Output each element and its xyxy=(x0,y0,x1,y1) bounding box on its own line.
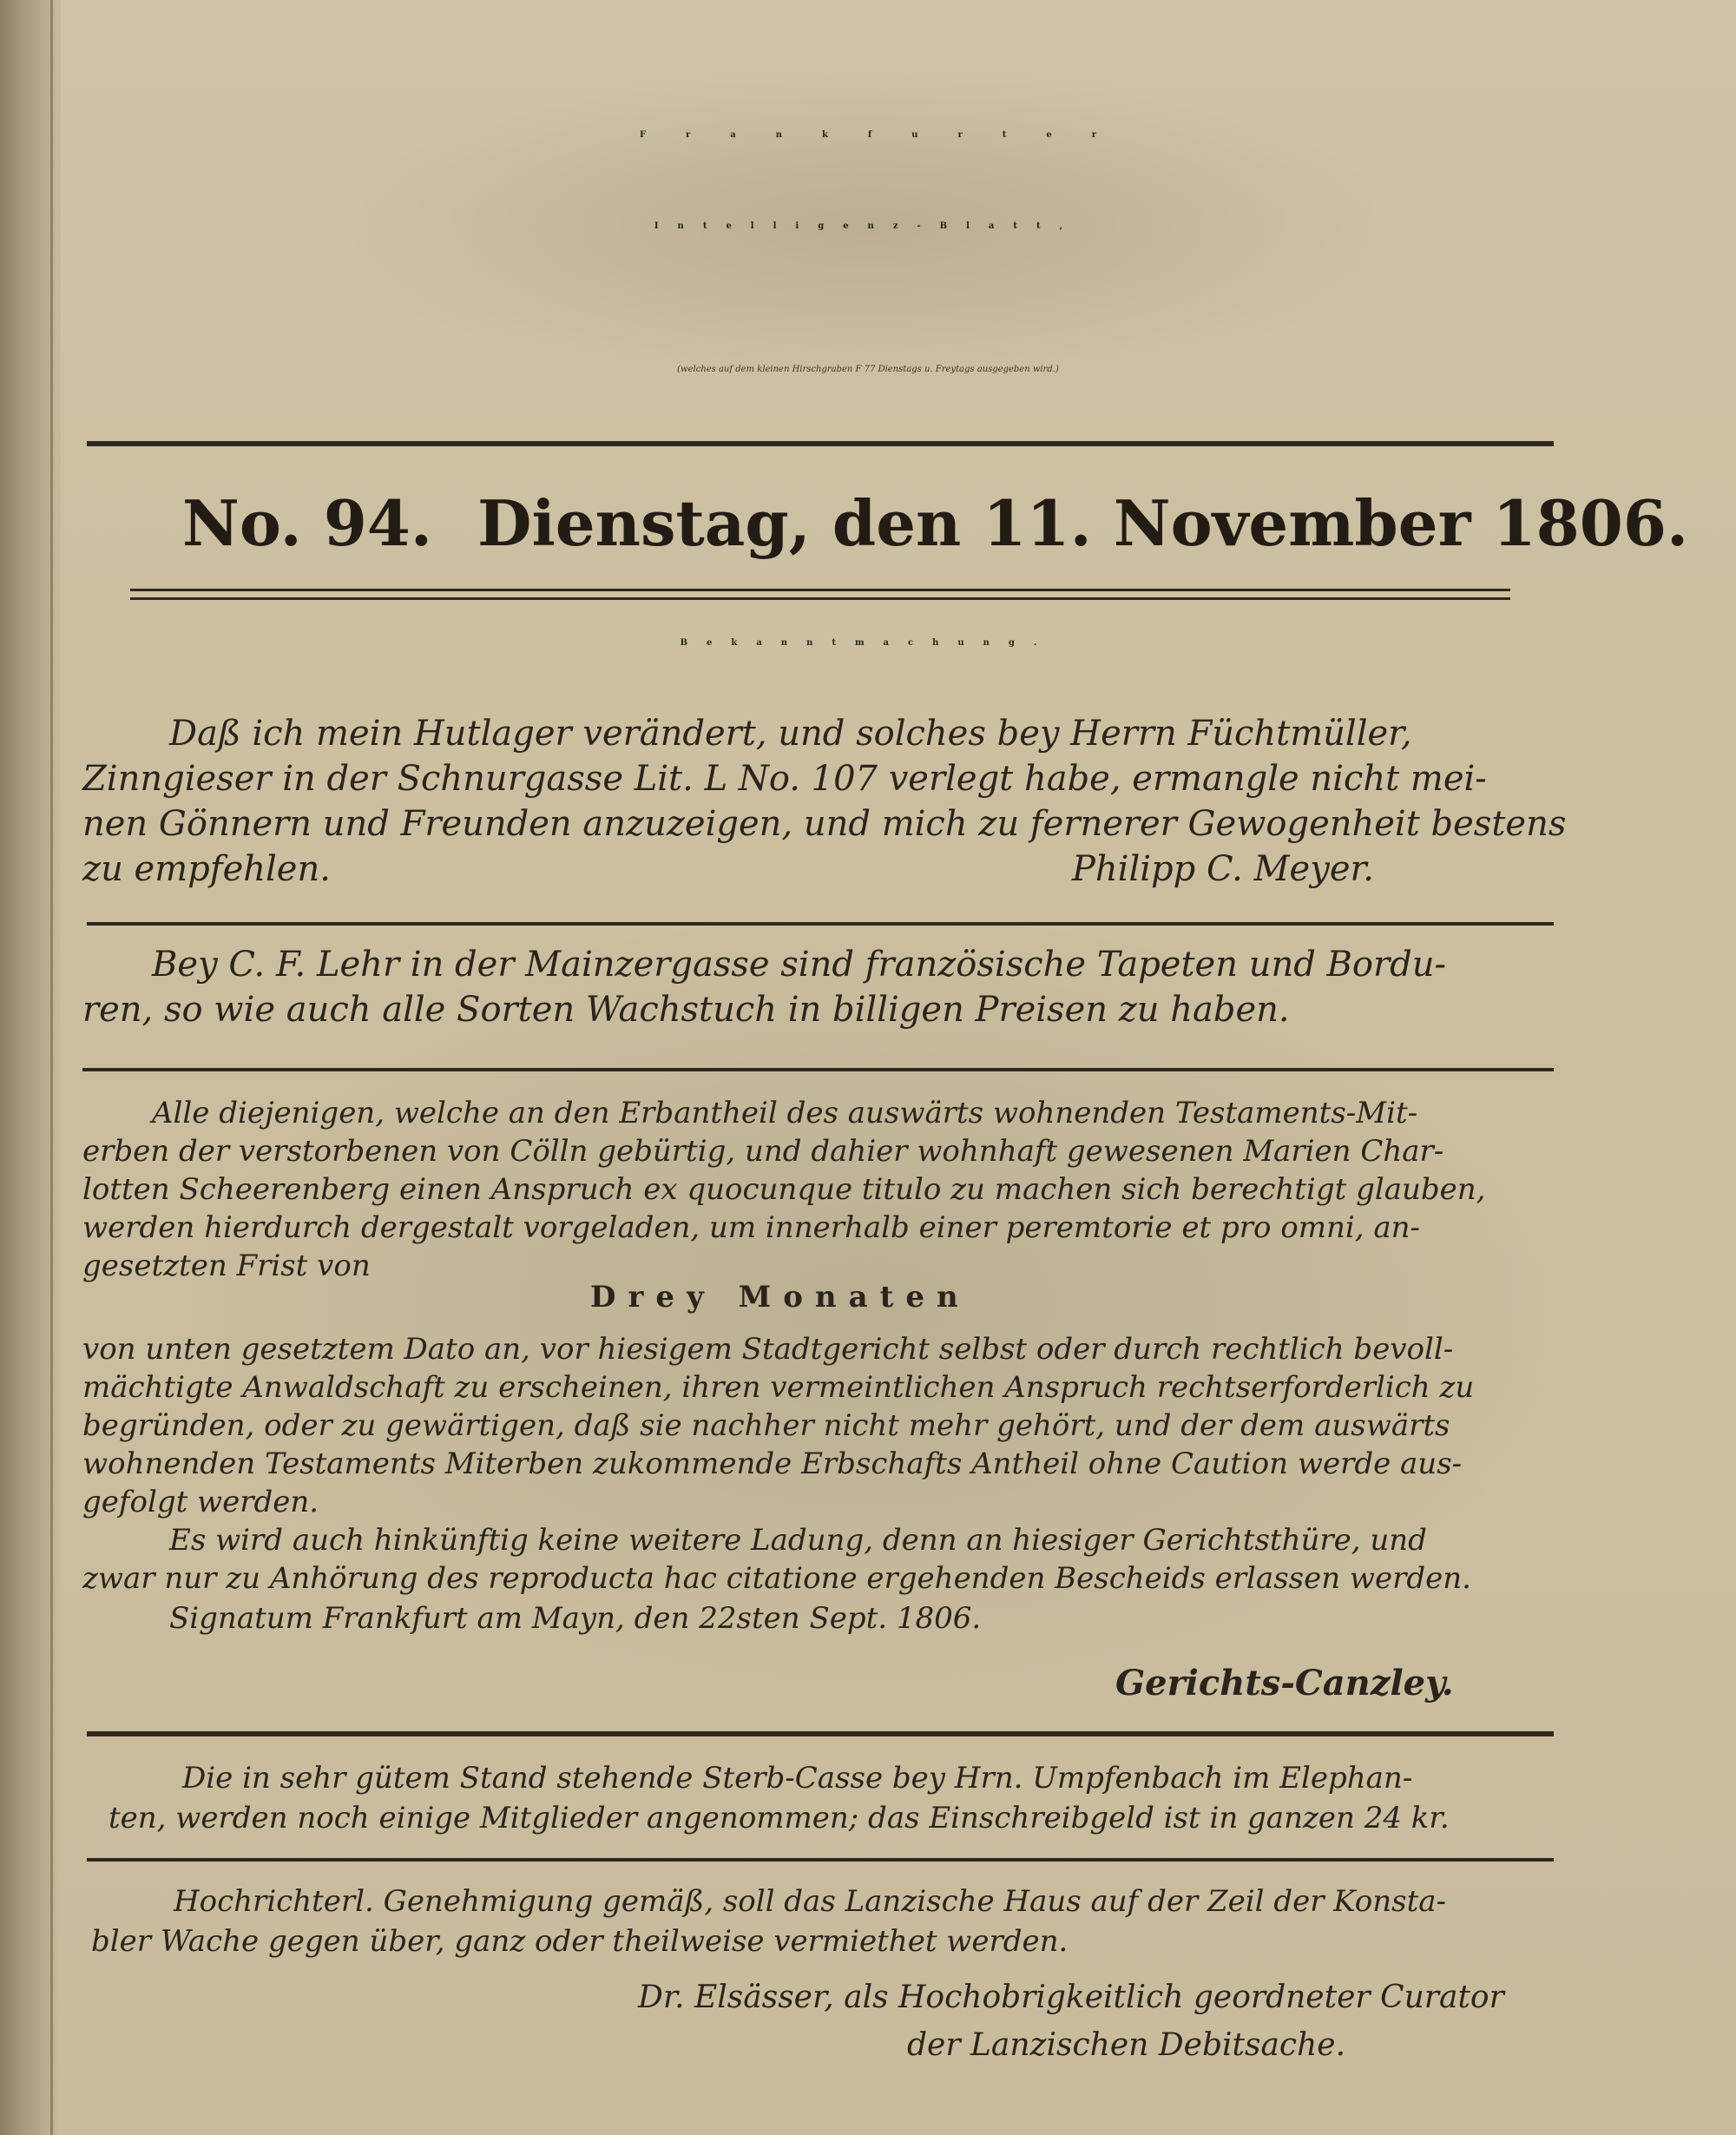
notice-line: gesetzten Frist von xyxy=(82,1249,371,1283)
notice-vorladung xyxy=(82,1096,1567,1643)
notice-line: Alle diejenigen, welche an den Erbantheil des auswärts wohnenden Testaments-Mit- xyxy=(152,1096,1418,1130)
notice-signature: Dr. Elsässer, als Hochobrigkeitlich geordneter Curator xyxy=(638,1980,1504,2015)
notice-line: Bey C. F. Lehr in der Mainzergasse sind französische Tapeten und Bordu- xyxy=(152,945,1447,985)
section-rule xyxy=(87,1858,1554,1862)
masthead-subtitle: (welches auf dem kleinen Hirschgraben F 77 Dienstags u. Freytags ausgegeben wird.) xyxy=(677,365,1059,374)
notice-heading: Bekanntmachung. xyxy=(680,638,1056,648)
notice-line: von unten gesetztem Dato an, vor hiesigem Stadtgericht selbst oder durch rechtlich bevoll- xyxy=(82,1332,1454,1367)
notice-line: mächtigte Anwaldschaft zu erscheinen, ihren vermeintlichen Anspruch rechtserforderlich zu xyxy=(82,1370,1475,1405)
notice-signature: der Lanzischen Debitsache. xyxy=(907,2027,1346,2063)
section-rule xyxy=(87,922,1554,926)
notice-line: nen Gönnern und Freunden anzuzeigen, und mich zu fernerer Gewogenheit bestens xyxy=(82,804,1567,844)
notice-line: zu empfehlen. xyxy=(82,849,331,889)
section-rule xyxy=(82,1068,1554,1071)
notice-line: zwar nur zu Anhörung des reproducta hac citatione ergehenden Bescheids erlassen werden. xyxy=(82,1561,1471,1596)
masthead-rule xyxy=(87,441,1554,446)
issue-date: Dienstag, den 11. November 1806. xyxy=(477,486,1689,560)
notice-line: lotten Scheerenberg einen Anspruch ex quocunque titulo zu machen sich berechtigt glauben, xyxy=(82,1172,1486,1207)
notice-tapeten xyxy=(82,945,1567,1040)
notice-line: Die in sehr gütem Stand stehende Sterb-Casse bey Hrn. Umpfenbach im Elephan- xyxy=(182,1761,1413,1796)
notice-line: begründen, oder zu gewärtigen, daß sie nachher nicht mehr gehört, und der dem auswärts xyxy=(82,1408,1450,1443)
issue-rule xyxy=(130,589,1510,591)
notice-sterbcasse xyxy=(82,1761,1567,1848)
notice-line: Es wird auch hinkünftig keine weitere Ladung, denn an hiesiger Gerichtsthüre, und xyxy=(169,1523,1427,1558)
notice-line: Hochrichterl. Genehmigung gemäß, soll das Lanzische Haus auf der Zeil der Konsta- xyxy=(174,1884,1446,1919)
notice-line: gefolgt werden. xyxy=(82,1485,319,1519)
gutter-edge xyxy=(50,0,53,2135)
notice-line: bler Wache gegen über, ganz oder theilweise vermiethet werden. xyxy=(91,1924,1069,1959)
issue-number: No. 94. xyxy=(182,486,432,560)
masthead-pre-title: Frankfurter xyxy=(640,130,1136,140)
notice-line: werden hierdurch dergestalt vorgeladen, um innerhalb einer peremtorie et pro omni, an- xyxy=(82,1210,1420,1245)
notice-line: ten, werden noch einige Mitglieder angenommen; das Einschreibgeld ist in ganzen 24 kr. xyxy=(108,1801,1450,1835)
notice-line: erben der verstorbenen von Cölln gebürtig, und dahier wohnhaft gewesenen Marien Char- xyxy=(82,1134,1444,1169)
notice-line: wohnenden Testaments Miterben zukommende Erbschafts Antheil ohne Caution werde aus- xyxy=(82,1446,1463,1481)
notice-line: Zinngieser in der Schnurgasse Lit. L No. 107 verlegt habe, ermangle nicht mei- xyxy=(82,759,1487,799)
masthead-title: Intelligenz-Blatt, xyxy=(654,221,1082,231)
section-rule xyxy=(87,1731,1554,1736)
notice-signature: Philipp C. Meyer. xyxy=(1072,849,1374,889)
notice-emphasis: Drey Monaten xyxy=(590,1280,970,1315)
notice-line: Daß ich mein Hutlager verändert, und solches bey Herrn Füchtmüller, xyxy=(169,714,1412,754)
book-gutter xyxy=(0,0,61,2135)
notice-line: ren, so wie auch alle Sorten Wachstuch in billigen Preisen zu haben. xyxy=(82,990,1290,1030)
notice-line: Signatum Frankfurt am Mayn, den 22sten Sept. 1806. xyxy=(169,1601,982,1636)
notice-signature: Gerichts-Canzley. xyxy=(1115,1663,1454,1703)
notice-lanzisches-haus xyxy=(82,1884,1567,1971)
issue-line xyxy=(182,486,1689,564)
